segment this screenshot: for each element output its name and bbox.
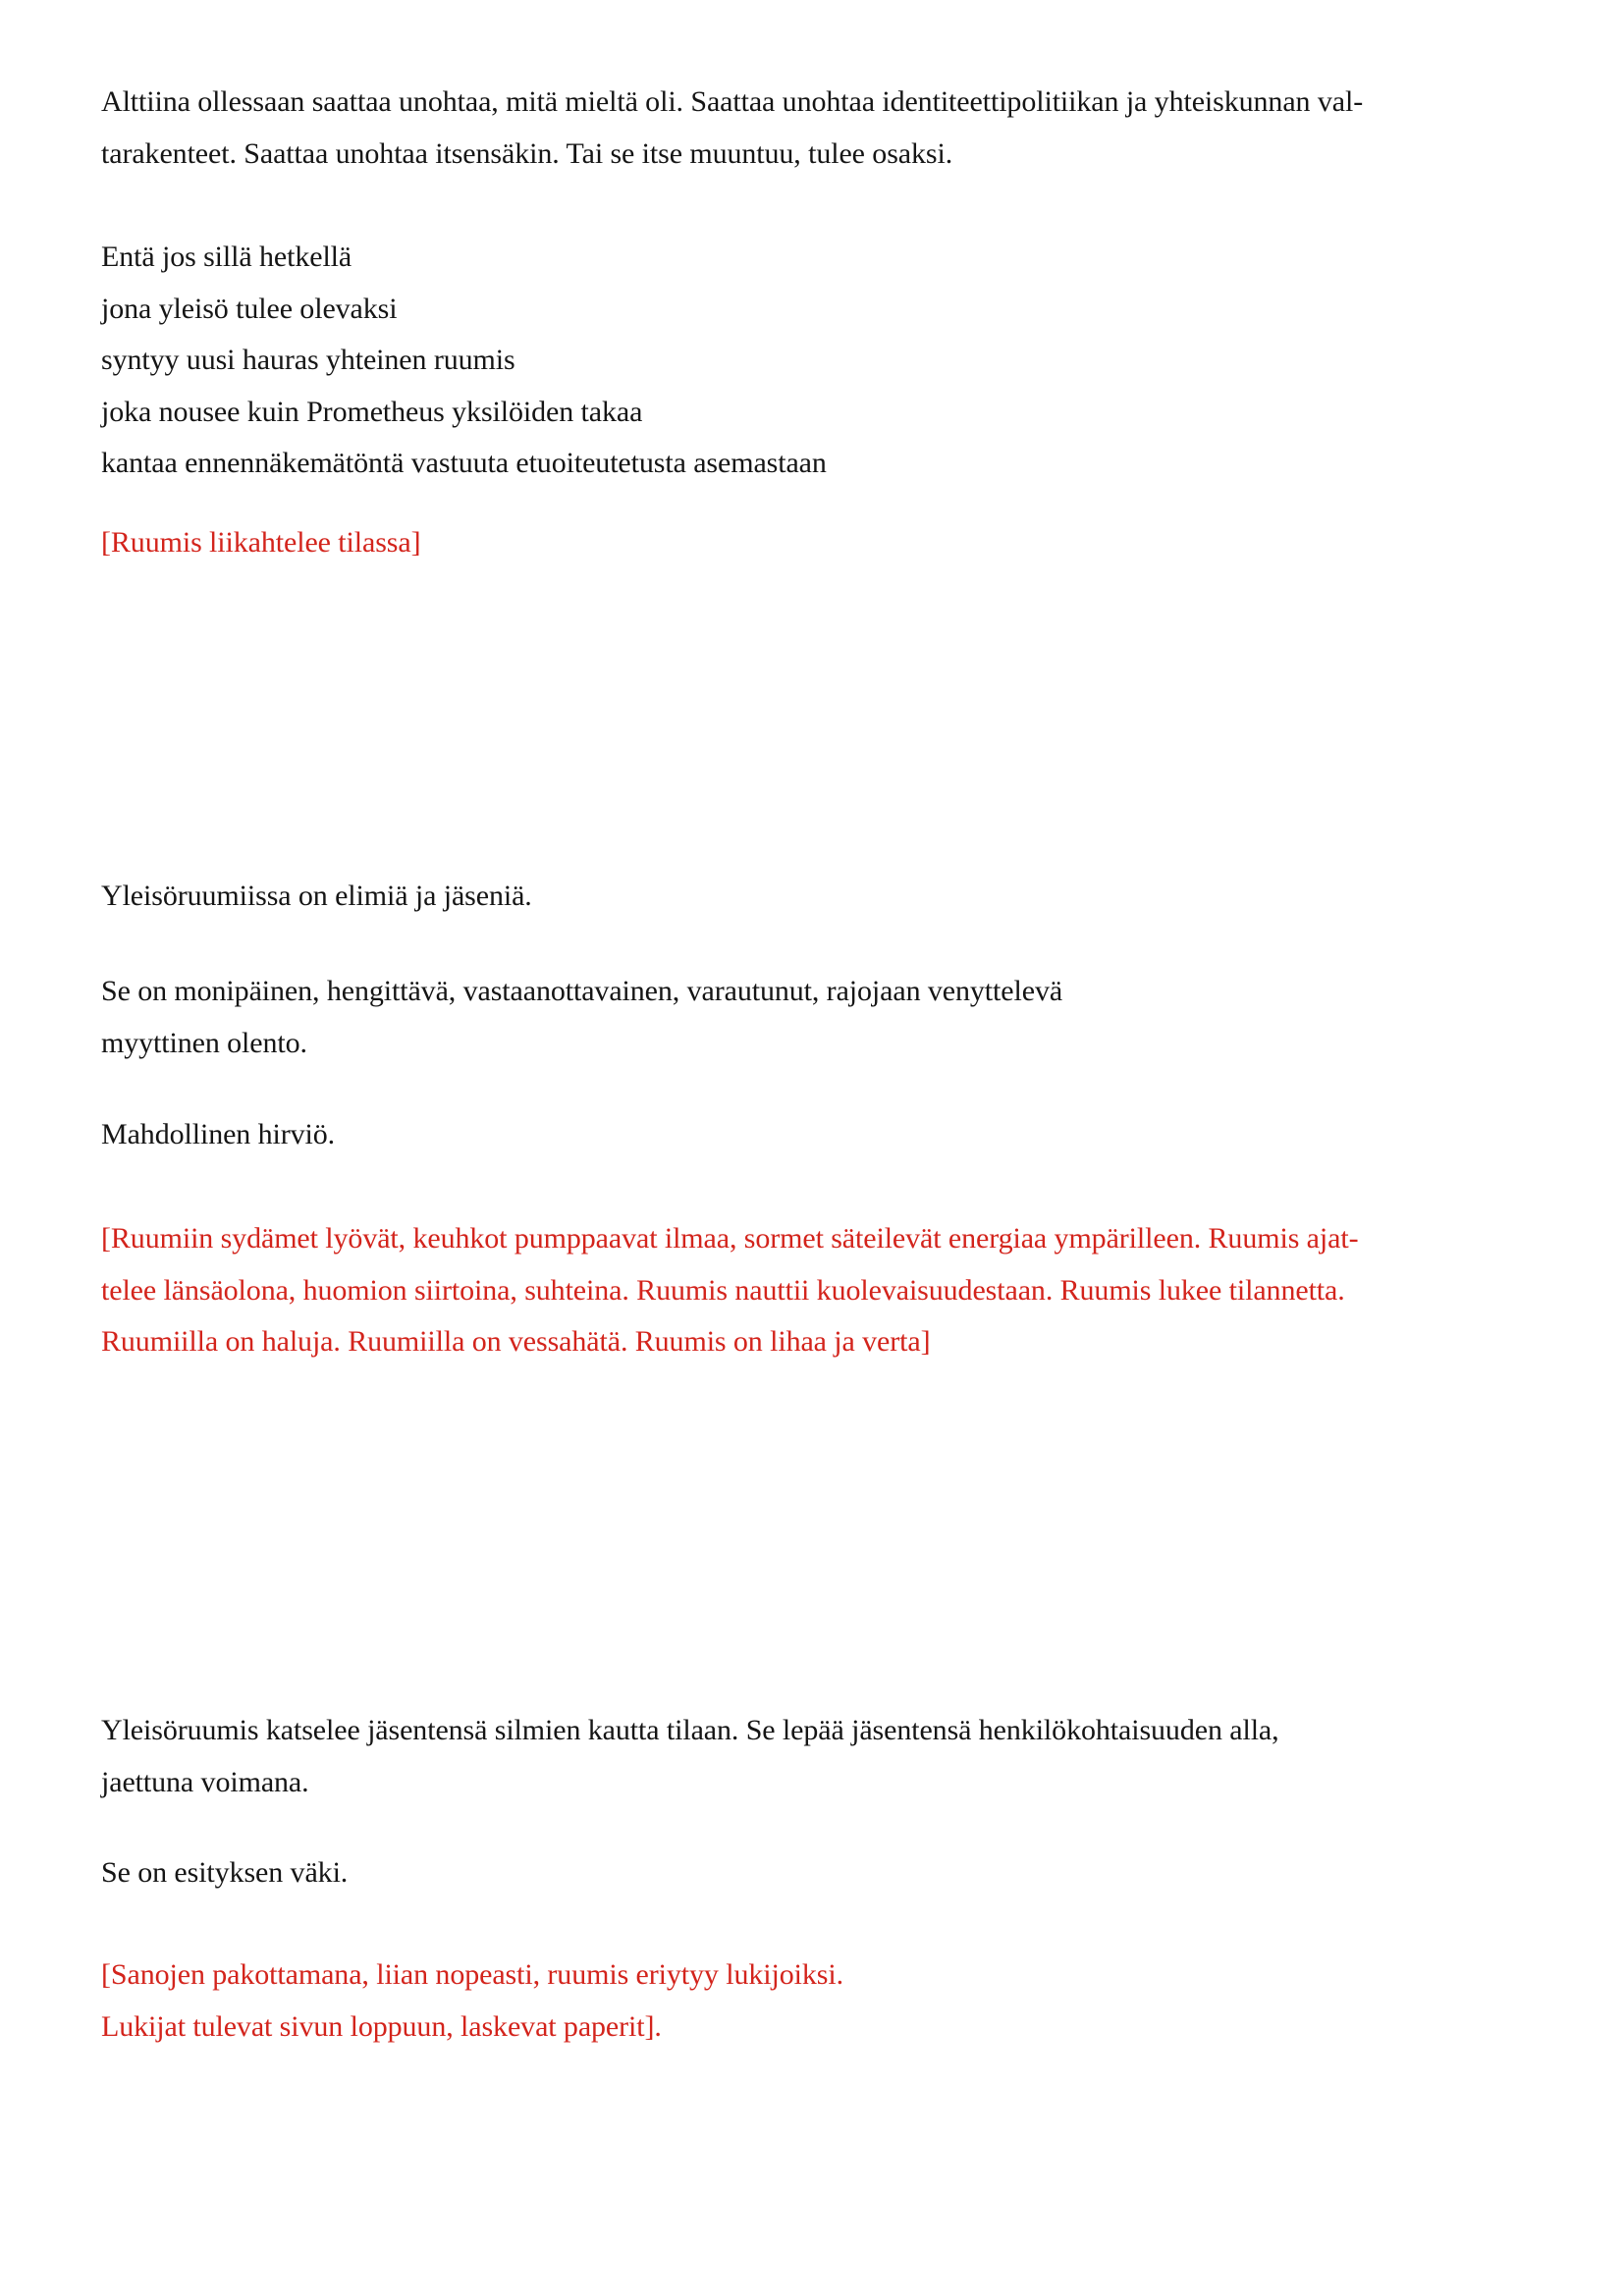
- text-line: [Ruumis liikahtelee tilassa]: [101, 526, 421, 559]
- text-line: [Sanojen pakottamana, liian nopeasti, ruumis eriytyy lukijoiksi.: [101, 1958, 843, 1991]
- text-line: myyttinen olento.: [101, 1026, 307, 1059]
- text-line: joka nousee kuin Prometheus yksilöiden takaa: [101, 395, 643, 428]
- text-line: Se on esityksen väki.: [101, 1856, 349, 1889]
- poem-enta-jos: [101, 232, 1565, 490]
- text-line: Mahdollinen hirviö.: [101, 1118, 336, 1150]
- text-line: kantaa ennennäkemätöntä vastuuta etuoiteutetusta asemastaan: [101, 447, 827, 479]
- text-line: jona yleisö tulee olevaksi: [101, 292, 398, 325]
- text-line: Yleisöruumiissa on elimiä ja jäseniä.: [101, 880, 532, 912]
- text-line: Se on monipäinen, hengittävä, vastaanottavainen, varautunut, rajojaan venyttelevä: [101, 975, 1063, 1007]
- stage-direction-2: [101, 1213, 1565, 1368]
- text-line: Ruumiilla on haluja. Ruumiilla on vessahätä. Ruumis on lihaa ja verta]: [101, 1325, 931, 1358]
- stage-direction-1: [101, 517, 1565, 569]
- paragraph-esityksen-vaki: [101, 1847, 1565, 1899]
- text-line: syntyy uusi hauras yhteinen ruumis: [101, 344, 515, 376]
- paragraph-alttiina: [101, 77, 1565, 180]
- paragraph-yleisoruumiissa: [101, 871, 1565, 923]
- text-line: jaettuna voimana.: [101, 1765, 309, 1798]
- text-line: Entä jos sillä hetkellä: [101, 240, 352, 273]
- text-line: telee länsäolona, huomion siirtoina, suhteina. Ruumis nauttii kuolevaisuudestaan. Ruumis lukee tilannetta.: [101, 1273, 1345, 1307]
- text-line: Yleisöruumis katselee jäsentensä silmien kautta tilaan. Se lepää jäsentensä henkilökohtaisuuden alla,: [101, 1714, 1279, 1746]
- paragraph-mahdollinen-hirvio: [101, 1109, 1565, 1161]
- stage-direction-3: [101, 1949, 1565, 2053]
- text-line: Alttiina ollessaan saattaa unohtaa, mitä mieltä oli. Saattaa unohtaa identiteettipolitiikan ja yhteiskunnan val-: [101, 85, 1364, 118]
- paragraph-yleisoruumis-katselee: [101, 1705, 1565, 1808]
- text-line: tarakenteet. Saattaa unohtaa itsensäkin. Tai se itse muuntuu, tulee osaksi.: [101, 136, 953, 170]
- text-line: [Ruumiin sydämet lyövät, keuhkot pumppaavat ilmaa, sormet säteilevät energiaa ympärilleen. Ruumis ajat-: [101, 1222, 1359, 1255]
- text-line: Lukijat tulevat sivun loppuun, laskevat paperit].: [101, 2009, 662, 2043]
- paragraph-monipainen: [101, 966, 1565, 1069]
